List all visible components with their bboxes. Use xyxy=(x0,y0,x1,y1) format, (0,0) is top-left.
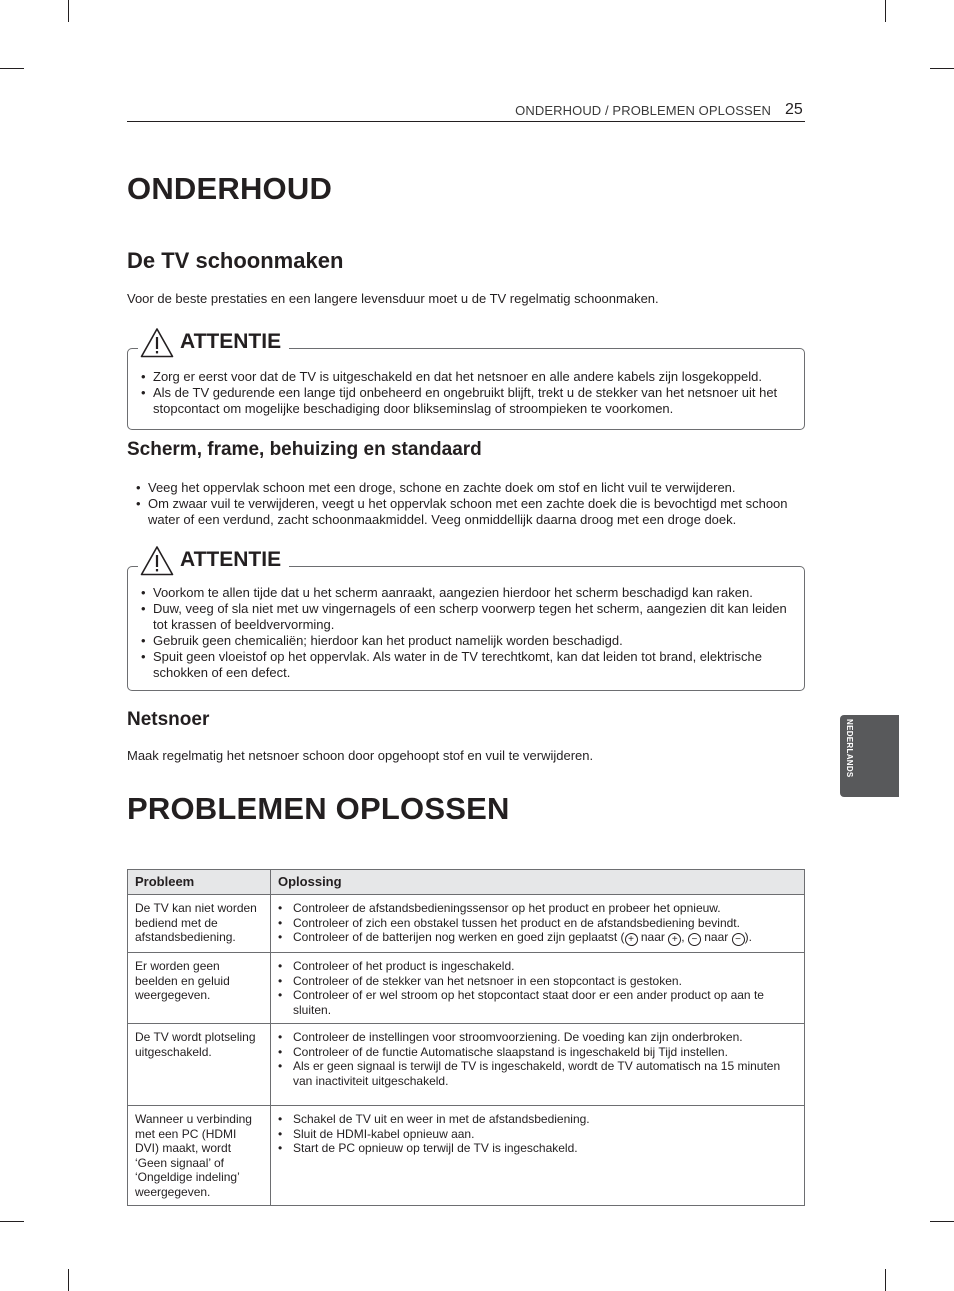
caution-box-screen xyxy=(127,548,805,691)
caution-list xyxy=(141,585,793,681)
caution-list xyxy=(141,369,793,417)
crop-mark xyxy=(0,68,24,69)
list-item: • Om zwaar vuil te verwijderen, veegt u het oppervlak schoon met een zachte doek die is bevochtigd met schoon water of een verdund, zacht schoonmaakmiddel. Veeg onmiddellijk daarna droog met een droge doek. xyxy=(136,496,804,528)
list-item: • Controleer of zich een obstakel tussen het product en de afstandsbediening bevindt. xyxy=(278,916,797,931)
list-item: • Schakel de TV uit en weer in met de afstandsbediening. xyxy=(278,1112,797,1127)
caution-header xyxy=(138,322,289,358)
solution-cell xyxy=(271,1024,805,1106)
cleaning-title: De TV schoonmaken xyxy=(127,248,344,273)
table-row xyxy=(128,953,805,1024)
battery-text: , xyxy=(681,930,688,944)
table-row xyxy=(128,1024,805,1106)
screen-care-list xyxy=(136,480,804,528)
solution-list xyxy=(278,901,797,946)
problem-cell: De TV wordt plotseling uitgeschakeld. xyxy=(128,1024,271,1106)
problem-cell: Wanneer u verbinding met een PC (HDMI DVI) maakt, wordt ‘Geen signaal’ of ‘Ongeldige indeling’ weergegeven. xyxy=(128,1106,271,1206)
caution-title: ATTENTIE xyxy=(180,330,282,353)
list-item: • Voorkom te allen tijde dat u het scherm aanraakt, aangezien hierdoor het scherm beschadigd kan raken. xyxy=(141,585,793,601)
battery-text: ). xyxy=(744,930,752,944)
troubleshooting-title: PROBLEMEN OPLOSSEN xyxy=(127,791,510,826)
list-item: • Als de TV gedurende een lange tijd onbeheerd en ongebruikt blijft, trekt u de stekker van het netsnoer uit het stopcontact om mogelijke beschadiging door blikseminslag of stroompieken te voorkomen. xyxy=(141,385,793,417)
problem-cell: De TV kan niet worden bediend met de afstandsbediening. xyxy=(128,895,271,953)
minus-circle-icon: − xyxy=(732,933,745,946)
solution-list xyxy=(278,959,797,1017)
list-item xyxy=(278,930,797,946)
crop-mark xyxy=(68,0,69,22)
language-side-tab-label: NEDERLANDS xyxy=(845,719,854,778)
solution-cell xyxy=(271,1106,805,1206)
power-cord-title: Netsnoer xyxy=(127,709,210,730)
cleaning-intro: Voor de beste prestaties en een langere levensduur moet u de TV regelmatig schoonmaken. xyxy=(127,291,659,306)
language-side-tab xyxy=(840,715,899,797)
screen-care-title: Scherm, frame, behuizing en standaard xyxy=(127,439,482,460)
list-item: • Controleer of het product is ingeschakeld. xyxy=(278,959,797,974)
crop-mark xyxy=(885,1269,886,1291)
solution-list xyxy=(278,1030,797,1088)
list-item: • Veeg het oppervlak schoon met een droge, schone en zachte doek om stof en licht vuil te verwijderen. xyxy=(136,480,804,496)
battery-text: naar xyxy=(637,930,669,944)
caution-box-cleaning xyxy=(127,330,805,430)
running-head: ONDERHOUD / PROBLEMEN OPLOSSEN xyxy=(515,103,771,118)
caution-title: ATTENTIE xyxy=(180,548,282,571)
plus-circle-icon: + xyxy=(668,933,681,946)
list-item: • Controleer of er wel stroom op het stopcontact staat door er een ander product op aan te sluiten. xyxy=(278,988,797,1017)
list-item: • Controleer de afstandsbedieningssensor op het product en probeer het opnieuw. xyxy=(278,901,797,916)
list-item: • Start de PC opnieuw op terwijl de TV is ingeschakeld. xyxy=(278,1141,797,1156)
solution-cell xyxy=(271,953,805,1024)
list-item: • Duw, veeg of sla niet met uw vingernagels of een scherp voorwerp tegen het scherm, aangezien dit kan leiden tot krassen of beeldvervorming. xyxy=(141,601,793,633)
warning-triangle-icon xyxy=(140,545,174,576)
battery-text: Controleer of de batterijen nog werken en goed zijn geplaatst ( xyxy=(293,930,625,944)
list-item: • Controleer of de functie Automatische slaapstand is ingeschakeld bij Tijd instellen. xyxy=(278,1045,797,1060)
page-number: 25 xyxy=(785,101,803,118)
maintenance-title: ONDERHOUD xyxy=(127,171,333,206)
problem-cell: Er worden geen beelden en geluid weergegeven. xyxy=(128,953,271,1024)
crop-mark xyxy=(0,1221,24,1222)
crop-mark xyxy=(930,1221,954,1222)
list-item: • Als er geen signaal is terwijl de TV is ingeschakeld, wordt de TV automatisch na 15 minuten van inactiviteit uitgeschakeld. xyxy=(278,1059,797,1088)
crop-mark xyxy=(68,1269,69,1291)
list-item: • Zorg er eerst voor dat de TV is uitgeschakeld en dat het netsnoer en alle andere kabels zijn losgekoppeld. xyxy=(141,369,793,385)
column-header-solution: Oplossing xyxy=(271,870,805,895)
table-header-row xyxy=(128,870,805,895)
list-item: • Controleer of de stekker van het netsnoer in een stopcontact is gestoken. xyxy=(278,974,797,989)
header-rule xyxy=(127,121,805,122)
table-row xyxy=(128,895,805,953)
caution-header xyxy=(138,540,289,576)
list-item: • Controleer de instellingen voor stroomvoorziening. De voeding kan zijn onderbroken. xyxy=(278,1030,797,1045)
solution-list xyxy=(278,1112,797,1156)
plus-circle-icon: + xyxy=(625,933,638,946)
troubleshooting-table xyxy=(127,869,805,1206)
list-item: • Sluit de HDMI-kabel opnieuw aan. xyxy=(278,1127,797,1142)
crop-mark xyxy=(930,68,954,69)
power-cord-text: Maak regelmatig het netsnoer schoon door opgehoopt stof en vuil te verwijderen. xyxy=(127,748,594,763)
solution-cell xyxy=(271,895,805,953)
list-item: • Gebruik geen chemicaliën; hierdoor kan het product namelijk worden beschadigd. xyxy=(141,633,793,649)
crop-mark xyxy=(885,0,886,22)
minus-circle-icon: − xyxy=(688,933,701,946)
warning-triangle-icon xyxy=(140,327,174,358)
table-row xyxy=(128,1106,805,1206)
battery-text: naar xyxy=(700,930,732,944)
column-header-problem: Probleem xyxy=(128,870,271,895)
list-item: • Spuit geen vloeistof op het oppervlak. Als water in de TV terechtkomt, kan dat leiden tot brand, elektrische schokken of een defect. xyxy=(141,649,793,681)
